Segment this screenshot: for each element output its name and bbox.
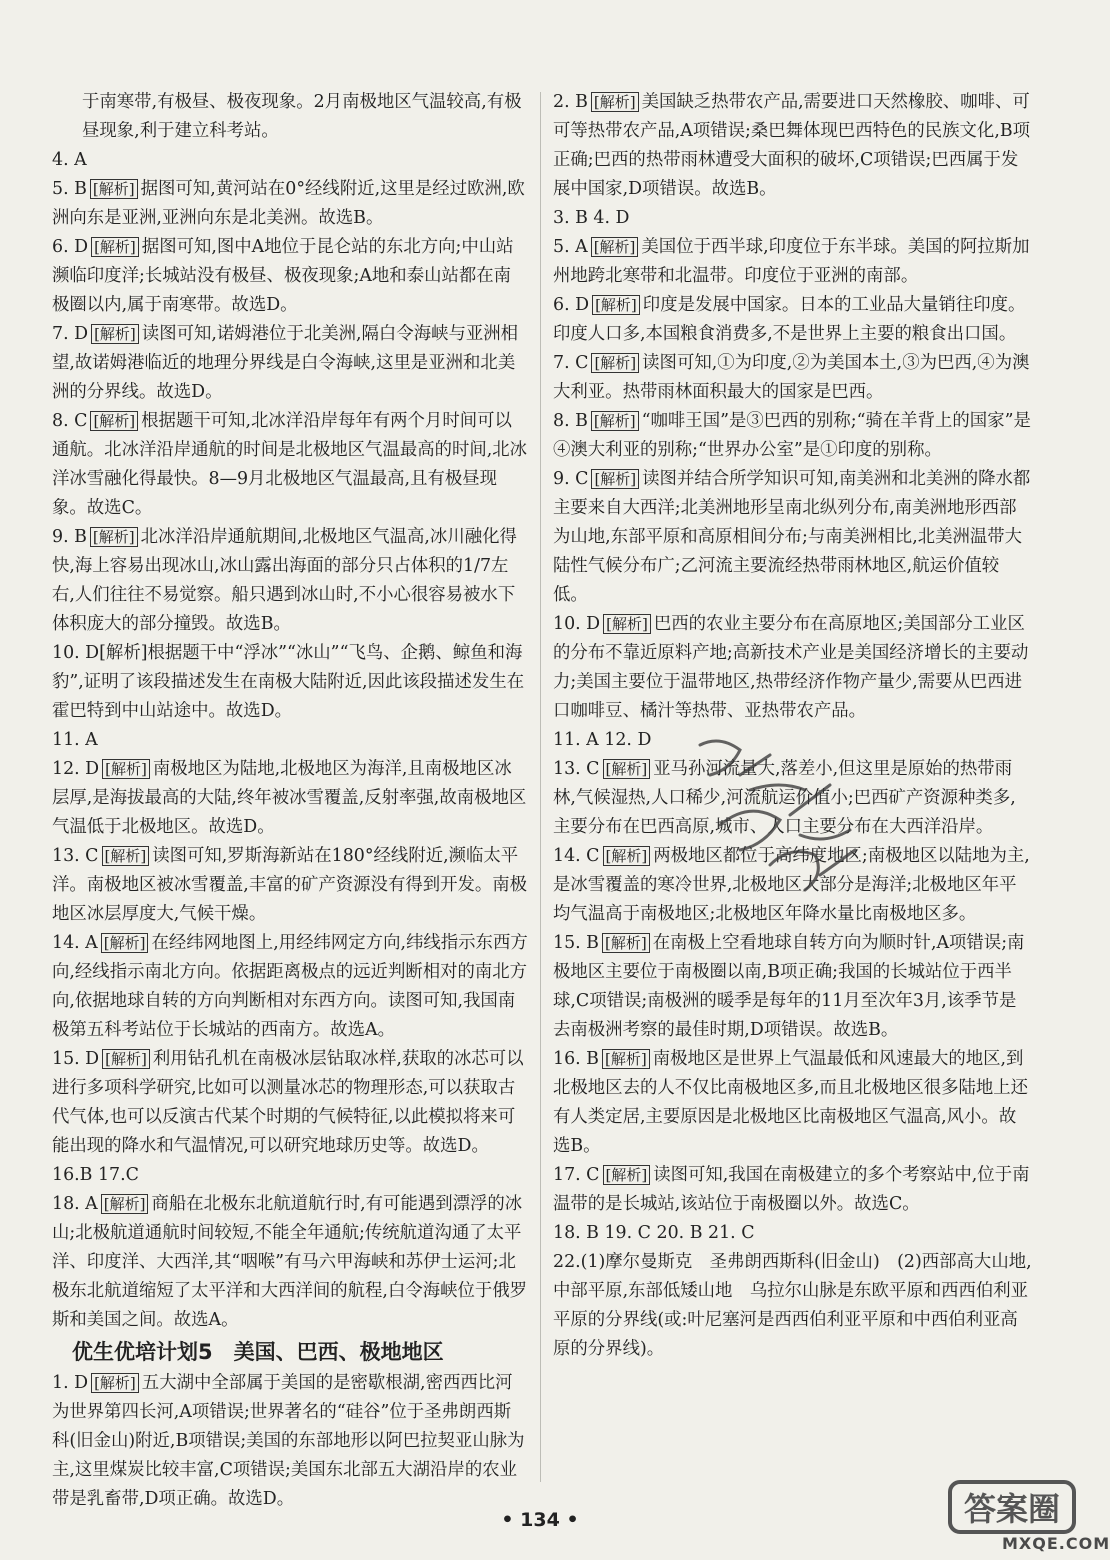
watermark-logo-text: 答案圈	[963, 1490, 1061, 1528]
answer-text: 商船在北极东北航道航行时,有可能遇到漂浮的冰山;北极航道通航时间较短,不能全年通航;传统航道沟通了太平洋、印度洋、大西洋,其“咽喉”有马六甲海峡和苏伊士运河;北极东北航道缩短了太平洋和大西洋间的航程,白令海峡位于俄罗斯和美国之间。故选A。	[52, 1194, 528, 1330]
answer-text: 读图可知,我国在南极建立的多个考察站中,位于南温带的是长城站,该站位于南极圈以外。故选C。	[553, 1165, 1030, 1214]
answer-entry	[553, 291, 1033, 349]
analysis-tag: [解析]	[591, 237, 639, 257]
page-number: • 134 •	[501, 1509, 579, 1531]
analysis-tag: [解析]	[90, 411, 138, 431]
analysis-tag: [解析]	[602, 1049, 650, 1069]
question-number: 9. C	[553, 469, 589, 489]
answer-entry	[52, 842, 528, 929]
answer-text: “咖啡王国”是③巴西的别称;“骑在羊背上的国家”是④澳大利亚的别称;“世界办公室”是①印度的别称。	[553, 411, 1031, 460]
answer-entry	[553, 1219, 1033, 1248]
answer-entry	[52, 407, 528, 523]
answer-entry	[553, 1248, 1033, 1364]
question-number: 8. B	[553, 411, 588, 431]
answer-text: 读图并结合所学知识可知,南美洲和北美洲的降水都主要来自大西洋;北美洲地形呈南北纵列分布,南美洲地形西部为山地,东部平原和高原相间分布;与南美洲相比,北美洲温带大陆性气候分布广;乙河流主要流经热带雨林地区,航运价值较低。	[553, 469, 1031, 605]
analysis-tag: [解析]	[603, 614, 651, 634]
question-number: 9. B	[52, 527, 87, 547]
answer-entry	[52, 175, 528, 233]
answer-text: 读图可知,诺姆港位于北美洲,隔白令海峡与亚洲相望,故诺姆港临近的地理分界线是白令海峡,这里是亚洲和北美洲的分界线。故选D。	[52, 324, 519, 402]
answer-text: 于南寒带,有极昼、极夜现象。2月南极地区气温较高,有极昼现象,利于建立科考站。	[82, 92, 522, 141]
analysis-tag: [解析]	[602, 933, 650, 953]
answer-entry	[553, 1045, 1033, 1161]
analysis-tag: [解析]	[102, 759, 150, 779]
question-number: 16.B 17.C	[52, 1165, 139, 1185]
analysis-tag: [解析]	[591, 92, 639, 112]
analysis-tag: [解析]	[101, 1194, 149, 1214]
answer-text: 在经纬网地图上,用经纬网定方向,纬线指示东西方向,经线指示南北方向。依据距离极点的远近判断相对的南北方向,依据地球自转的方向判断相对东西方向。读图可知,我国南极第五科考站位于长城站的西南方。故选A。	[52, 933, 528, 1040]
question-number: 18. B 19. C 20. B 21. C	[553, 1223, 755, 1243]
column-divider	[540, 92, 541, 1482]
answer-entry	[553, 204, 1033, 233]
analysis-tag: [解析]	[591, 411, 639, 431]
analysis-tag: [解析]	[91, 237, 139, 257]
question-number: 12. D	[52, 759, 100, 779]
answer-entry	[52, 146, 528, 175]
analysis-tag: [解析]	[102, 846, 150, 866]
analysis-tag: [解析]	[603, 759, 651, 779]
question-number: 11. A 12. D	[553, 730, 652, 750]
answer-entry	[553, 349, 1033, 407]
question-number: 13. C	[553, 759, 600, 779]
analysis-tag: [解析]	[90, 179, 138, 199]
question-number: 2. B	[553, 92, 588, 112]
answer-text: 北冰洋沿岸通航期间,北极地区气温高,冰川融化得快,海上容易出现冰山,冰山露出海面的部分只占体积的1/7左右,人们往往不易觉察。船只遇到冰山时,不小心很容易被水下体积庞大的部分撞毁。故选B。	[52, 527, 517, 634]
answer-text: 南极地区为陆地,北极地区为海洋,且南极地区冰层厚,是海拔最高的大陆,终年被冰雪覆盖,反射率强,故南极地区气温低于北极地区。故选D。	[52, 759, 527, 837]
analysis-tag: [解析]	[591, 469, 639, 489]
question-number: 7. C	[553, 353, 589, 373]
answer-entry	[52, 639, 528, 726]
question-number: 7. D	[52, 324, 89, 344]
answer-text: 在南极上空看地球自转方向为顺时针,A项错误;南极地区主要位于南极圈以南,B项正确;我国的长城站位于西半球,C项错误;南极洲的暖季是每年的11月至次年3月,该季节是去南极洲考察的最佳时期,D项错误。故选B。	[553, 933, 1025, 1040]
handwriting-stamp	[680, 715, 880, 905]
answer-entry	[52, 320, 528, 407]
answer-text: 据图可知,黄河站在0°经线附近,这里是经过欧洲,欧洲向东是亚洲,亚洲向东是北美洲。故选B。	[52, 179, 525, 228]
analysis-tag: [解析]	[603, 846, 651, 866]
answer-entry	[52, 1161, 528, 1190]
answer-entry	[52, 755, 528, 842]
question-number: 8. C	[52, 411, 88, 431]
question-number: 18. A	[52, 1194, 98, 1214]
answer-text: 美国位于西半球,印度位于东半球。美国的阿拉斯加州地跨北寒带和北温带。印度位于亚洲的南部。	[553, 237, 1030, 286]
answer-text: 读图可知,①为印度,②为美国本土,③为巴西,④为澳大利亚。热带雨林面积最大的国家是巴西。	[553, 353, 1030, 402]
question-number: 1. D	[52, 1373, 89, 1393]
answer-text: 巴西的农业主要分布在高原地区;美国部分工业区的分布不靠近原料产地;高新技术产业是美国经济增长的主要动力;美国主要位于温带地区,热带经济作物产量少,需要从巴西进口咖啡豆、橘汁等热带、亚热带农产品。	[553, 614, 1029, 721]
analysis-tag: [解析]	[91, 324, 139, 344]
question-number: 5. A	[553, 237, 588, 257]
answer-text: 亚马孙河流量大,落差小,但这里是原始的热带雨林,气候湿热,人口稀少,河流航运价值小;巴西矿产资源种类多,主要分布在巴西高原,城市、人口主要分布在大西洋沿岸。	[553, 759, 1016, 837]
answer-text: (1)摩尔曼斯克 圣弗朗西斯科(旧金山) (2)西部高大山地,中部平原,东部低矮山地 乌拉尔山脉是东欧平原和西西伯利亚平原的分界线(或:叶尼塞河是西西伯利亚平原和中西伯利亚高原的分界线)。	[553, 1252, 1032, 1359]
answer-entry	[553, 1161, 1033, 1219]
answer-text: 五大湖中全部属于美国的是密歇根湖,密西西比河为世界第四长河,A项错误;世界著名的“硅谷”位于圣弗朗西斯科(旧金山)附近,B项错误;美国的东部地形以阿巴拉契亚山脉为主,这里煤炭比较丰富,C项错误;美国东北部五大湖沿岸的农业带是乳畜带,D项正确。故选D。	[52, 1373, 525, 1509]
analysis-tag: [解析]	[102, 1049, 150, 1069]
question-number: 11. A	[52, 730, 98, 750]
answer-text: [解析]根据题干中“浮冰”“冰山”“飞鸟、企鹅、鲸鱼和海豹”,证明了该段描述发生在南极大陆附近,因此该段描述发生在霍巴特到中山站途中。故选D。	[52, 643, 525, 721]
answer-text: 读图可知,罗斯海新站在180°经线附近,濒临太平洋。南极地区被冰雪覆盖,丰富的矿产资源没有得到开发。南极地区冰层厚度大,气候干燥。	[52, 846, 528, 924]
question-number: 17. C	[553, 1165, 600, 1185]
watermark-url: MXQE.COM	[1002, 1534, 1110, 1553]
question-number: 16. B	[553, 1049, 599, 1069]
question-number: 15. D	[52, 1049, 100, 1069]
question-number: 6. D	[553, 295, 590, 315]
question-number: 6. D	[52, 237, 89, 257]
answer-text: 南极地区是世界上气温最低和风速最大的地区,到北极地区去的人不仅比南极地区多,而且北极地区很多陆地上还有人类定居,主要原因是北极地区比南极地区气温高,风小。故选B。	[553, 1049, 1029, 1156]
answer-text: 两极地区都位于高纬度地区;南极地区以陆地为主,是冰雪覆盖的寒冷世界,北极地区大部分是海洋;北极地区年平均气温高于南极地区;北极地区年降水量比南极地区多。	[553, 846, 1030, 924]
analysis-tag: [解析]	[592, 295, 640, 315]
question-number: 22.	[553, 1252, 581, 1272]
answer-entry	[553, 610, 1033, 726]
answer-entry	[52, 726, 528, 755]
question-number: 14. A	[52, 933, 98, 953]
answer-entry	[553, 233, 1033, 291]
answer-entry	[553, 407, 1033, 465]
question-number: 3. B 4. D	[553, 208, 630, 228]
answer-text: 根据题干可知,北冰洋沿岸每年有两个月时间可以通航。北冰洋沿岸通航的时间是北极地区气温最高的时间,北冰洋冰雪融化得最快。8—9月北极地区气温最高,且有极昼现象。故选C。	[52, 411, 528, 518]
answer-entry	[52, 88, 528, 146]
question-number: 10. D	[553, 614, 601, 634]
answer-entry	[553, 465, 1033, 610]
question-number: 4. A	[52, 150, 87, 170]
question-number: 14. C	[553, 846, 600, 866]
answer-text: 据图可知,图中A地位于昆仑站的东北方向;中山站濒临印度洋;长城站没有极昼、极夜现象;A地和泰山站都在南极圈以内,属于南寒带。故选D。	[52, 237, 514, 315]
answer-text: 利用钻孔机在南极冰层钻取冰样,获取的冰芯可以进行多项科学研究,比如可以测量冰芯的物理形态,可以获取古代气体,也可以反演古代某个时期的气候特征,以此模拟将来可能出现的降水和气温情况,可以研究地球历史等。故选D。	[52, 1049, 524, 1156]
answer-entry	[553, 929, 1033, 1045]
left-column	[52, 88, 528, 1514]
answer-text: 美国缺乏热带农产品,需要进口天然橡胶、咖啡、可可等热带农产品,A项错误;桑巴舞体现巴西特色的民族文化,B项正确;巴西的热带雨林遭受大面积的破坏,C项错误;巴西属于发展中国家,D项错误。故选B。	[553, 92, 1031, 199]
answer-text: 印度是发展中国家。日本的工业品大量销往印度。印度人口多,本国粮食消费多,不是世界上主要的粮食出口国。	[553, 295, 1026, 344]
question-number: 5. B	[52, 179, 87, 199]
question-number: 15. B	[553, 933, 599, 953]
analysis-tag: [解析]	[91, 1373, 139, 1393]
analysis-tag: [解析]	[101, 933, 149, 953]
answer-entry	[52, 929, 528, 1045]
analysis-tag: [解析]	[603, 1165, 651, 1185]
answer-entry	[52, 1045, 528, 1161]
answer-entry	[52, 1369, 528, 1514]
section-title: 优生优培计划5 美国、巴西、极地地区	[72, 1340, 444, 1364]
question-number: 10. D	[52, 643, 100, 663]
answer-entry	[52, 523, 528, 639]
question-number: 13. C	[52, 846, 99, 866]
analysis-tag: [解析]	[90, 527, 138, 547]
answer-entry	[553, 88, 1033, 204]
answer-entry	[52, 1190, 528, 1335]
analysis-tag: [解析]	[591, 353, 639, 373]
answer-entry	[52, 233, 528, 320]
